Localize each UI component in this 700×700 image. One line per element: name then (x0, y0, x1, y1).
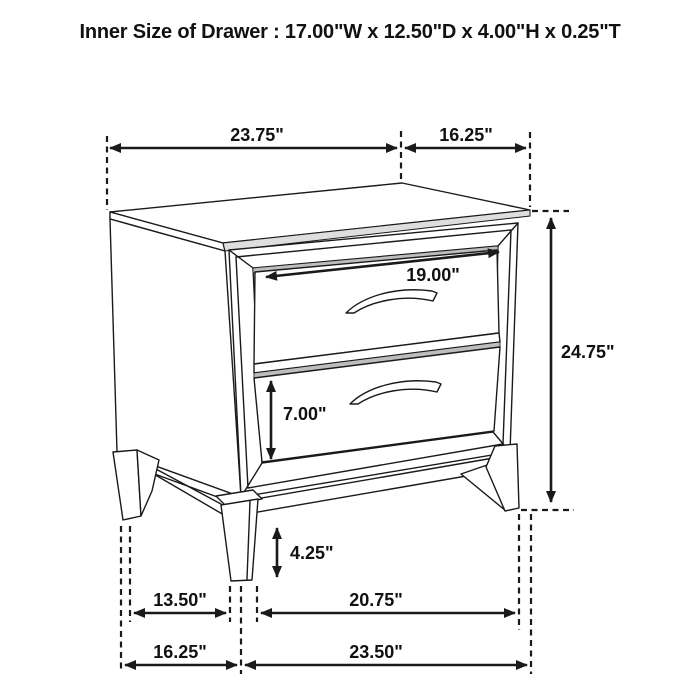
dimension-label: 13.50" (153, 590, 207, 610)
dimension-overall-height (551, 218, 615, 502)
dimension-label: 23.50" (349, 642, 403, 662)
dimension-label: 20.75" (349, 590, 403, 610)
dimension-top-depth (405, 125, 526, 148)
dimension-label: 19.00" (406, 265, 460, 285)
front-left-leg (221, 499, 258, 581)
dimension-label: 7.00" (283, 404, 327, 424)
dimension-label: 23.75" (230, 125, 284, 145)
dimension-label: 24.75" (561, 342, 615, 362)
diagram-title: Inner Size of Drawer : 17.00"W x 12.50"D x 4.00"H x 0.25"T (79, 21, 621, 43)
back-left-leg (113, 450, 141, 520)
dimension-top-width (110, 125, 397, 148)
dimension-label: 16.25" (439, 125, 493, 145)
dimension-label: 16.25" (153, 642, 207, 662)
nightstand-drawing (110, 183, 530, 581)
dimension-label: 4.25" (290, 543, 334, 563)
back-left-leg-side (137, 450, 159, 516)
dimension-leg-height (277, 528, 334, 577)
front-right-leg (486, 444, 519, 511)
dimension-base-left-span (134, 590, 226, 613)
dimension-base-width (245, 642, 527, 665)
dimension-base-right-span (261, 590, 515, 613)
dimension-base-depth (125, 642, 237, 665)
